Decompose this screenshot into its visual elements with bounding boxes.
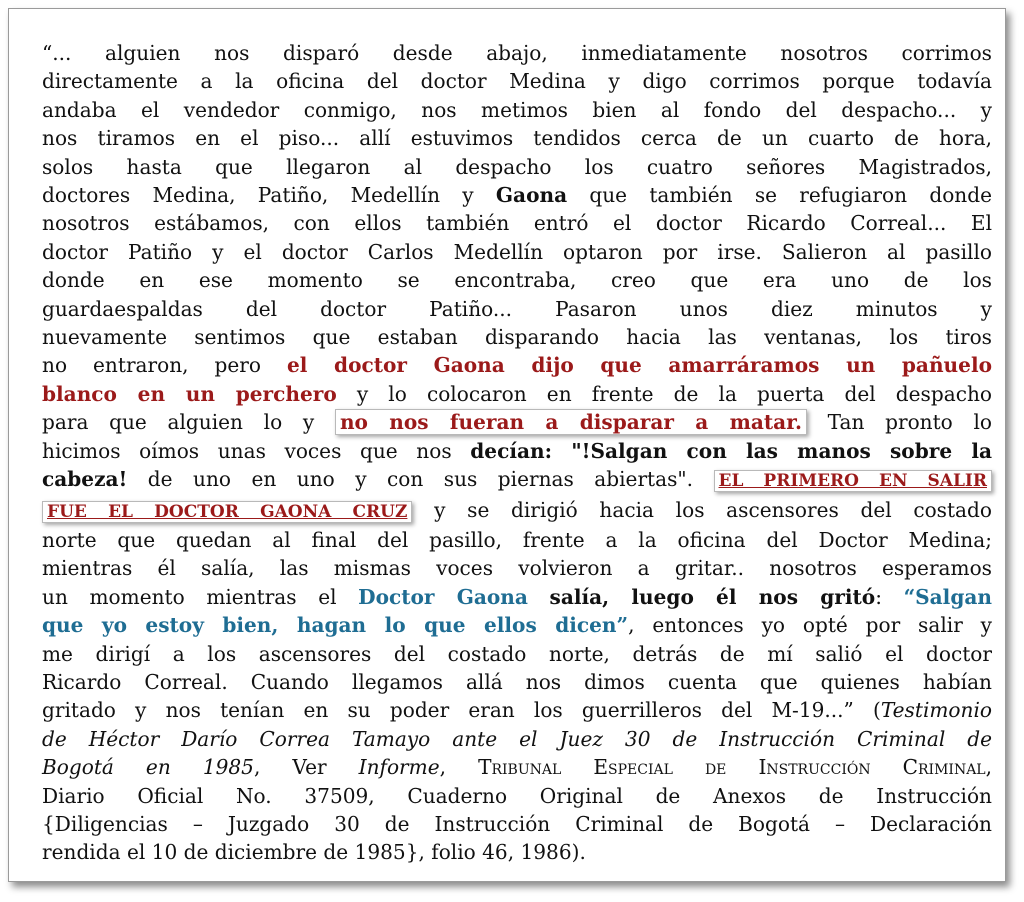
bold-emphasis: decían: "!Salgan con las manos sobre la xyxy=(470,438,992,463)
bold-name-gaona: Gaona xyxy=(495,183,568,208)
italic-citation: Bogotá en 1985 xyxy=(42,755,254,780)
text-line: rendida el 10 de diciembre de 1985}, folio 46, 1986). xyxy=(42,840,586,865)
text-line: hicimos oímos unas voces que nos decían: "!Salgan con las manos sobre la xyxy=(42,438,992,463)
text-line: Ricardo Correal. Cuando llegamos allá nos dimos cuenta que quienes habían xyxy=(42,669,992,694)
text-line: Diario Oficial No. 37509, Cuaderno Original de Anexos de Instrucción xyxy=(42,783,992,808)
document-frame xyxy=(8,8,1006,882)
text-line: me dirigí a los ascensores del costado norte, detrás de mí salió el doctor xyxy=(42,641,992,666)
blue-emphasis: Doctor Gaona xyxy=(358,584,528,609)
text-line: un momento mientras el Doctor Gaona salía, luego él nos gritó: “Salgan xyxy=(42,584,992,609)
italic-citation: Informe xyxy=(358,755,440,780)
text-line: blanco en un perchero y lo colocaron en frente de la puerta del despacho xyxy=(42,381,992,406)
boxed-red-emphasis: no nos fueran a disparar a matar. xyxy=(335,409,807,435)
red-emphasis: blanco en un perchero xyxy=(42,381,337,406)
text-line: solos hasta que llegaron al despacho los cuatro señores Magistrados, xyxy=(42,154,992,179)
text-line: gritado y nos tenían en su poder eran los guerrilleros del M-19...” (Testimonio xyxy=(42,698,992,723)
text-line: FUE EL DOCTOR GAONA CRUZ y se dirigió hacia los ascensores del costado xyxy=(42,496,992,526)
blue-emphasis: que yo estoy bien, hagan lo que ellos dicen” xyxy=(42,613,629,638)
text-line: cabeza! de uno en uno y con sus piernas abiertas". EL PRIMERO EN SALIR xyxy=(42,465,992,495)
text-line: “... alguien nos disparó desde abajo, inmediatamente nosotros corrimos xyxy=(42,41,992,65)
text-line: guardaespaldas del doctor Patiño... Pasaron unos diez minutos y xyxy=(42,296,992,321)
text-line: no entraron, pero el doctor Gaona dijo que amarráramos un pañuelo xyxy=(42,353,992,378)
text-line: que yo estoy bien, hagan lo que ellos dicen”, entonces yo opté por salir y xyxy=(42,613,992,638)
italic-citation: Testimonio xyxy=(880,698,992,723)
text-line: doctores Medina, Patiño, Medellín y Gaona que también se refugiaron donde xyxy=(42,183,992,208)
blue-emphasis: “Salgan xyxy=(903,584,992,609)
text-line: {Diligencias – Juzgado 30 de Instrucción Criminal de Bogotá – Declaración xyxy=(42,811,992,836)
bold-emphasis: cabeza! xyxy=(42,467,128,492)
boxed-caps-emphasis: EL PRIMERO EN SALIR xyxy=(714,470,992,492)
text-line: Bogotá en 1985, Ver Informe, Tribunal Especial de Instrucción Criminal, xyxy=(42,755,992,780)
text-line: donde en ese momento se encontraba, creo que era uno de los xyxy=(42,268,992,293)
text-line: nos tiramos en el piso... allí estuvimos tendidos cerca de un cuarto de hora, xyxy=(42,126,992,151)
testimony-quote xyxy=(42,39,992,867)
text-line: para que alguien lo y no nos fueran a disparar a matar. Tan pronto lo xyxy=(42,410,992,435)
text-line: directamente a la oficina del doctor Medina y digo corrimos porque todavía xyxy=(42,69,992,94)
text-line xyxy=(42,725,992,753)
text-line: doctor Patiño y el doctor Carlos Medellín optaron por irse. Salieron al pasillo xyxy=(42,239,992,264)
boxed-caps-emphasis: FUE EL DOCTOR GAONA CRUZ xyxy=(42,501,412,523)
text-line: mientras él salía, las mismas voces volvieron a gritar.. nosotros esperamos xyxy=(42,556,992,581)
red-emphasis: el doctor Gaona dijo que amarráramos un pañuelo xyxy=(287,353,992,378)
text-line: norte que quedan al final del pasillo, frente a la oficina del Doctor Medina; xyxy=(42,527,992,552)
italic-citation: de Héctor Darío Correa Tamayo ante el Juez 30 de Instrucción Criminal de xyxy=(42,726,992,751)
bold-emphasis: salía, luego él nos gritó xyxy=(549,584,876,609)
text-line: andaba el vendedor conmigo, nos metimos bien al fondo del despacho... y xyxy=(42,97,992,122)
text-line: nosotros estábamos, con ellos también entró el doctor Ricardo Correal... El xyxy=(42,211,992,236)
text-line: nuevamente sentimos que estaban disparando hacia las ventanas, los tiros xyxy=(42,325,992,350)
small-caps-tribunal: Tribunal Especial de Instrucción Criminal xyxy=(478,755,986,780)
